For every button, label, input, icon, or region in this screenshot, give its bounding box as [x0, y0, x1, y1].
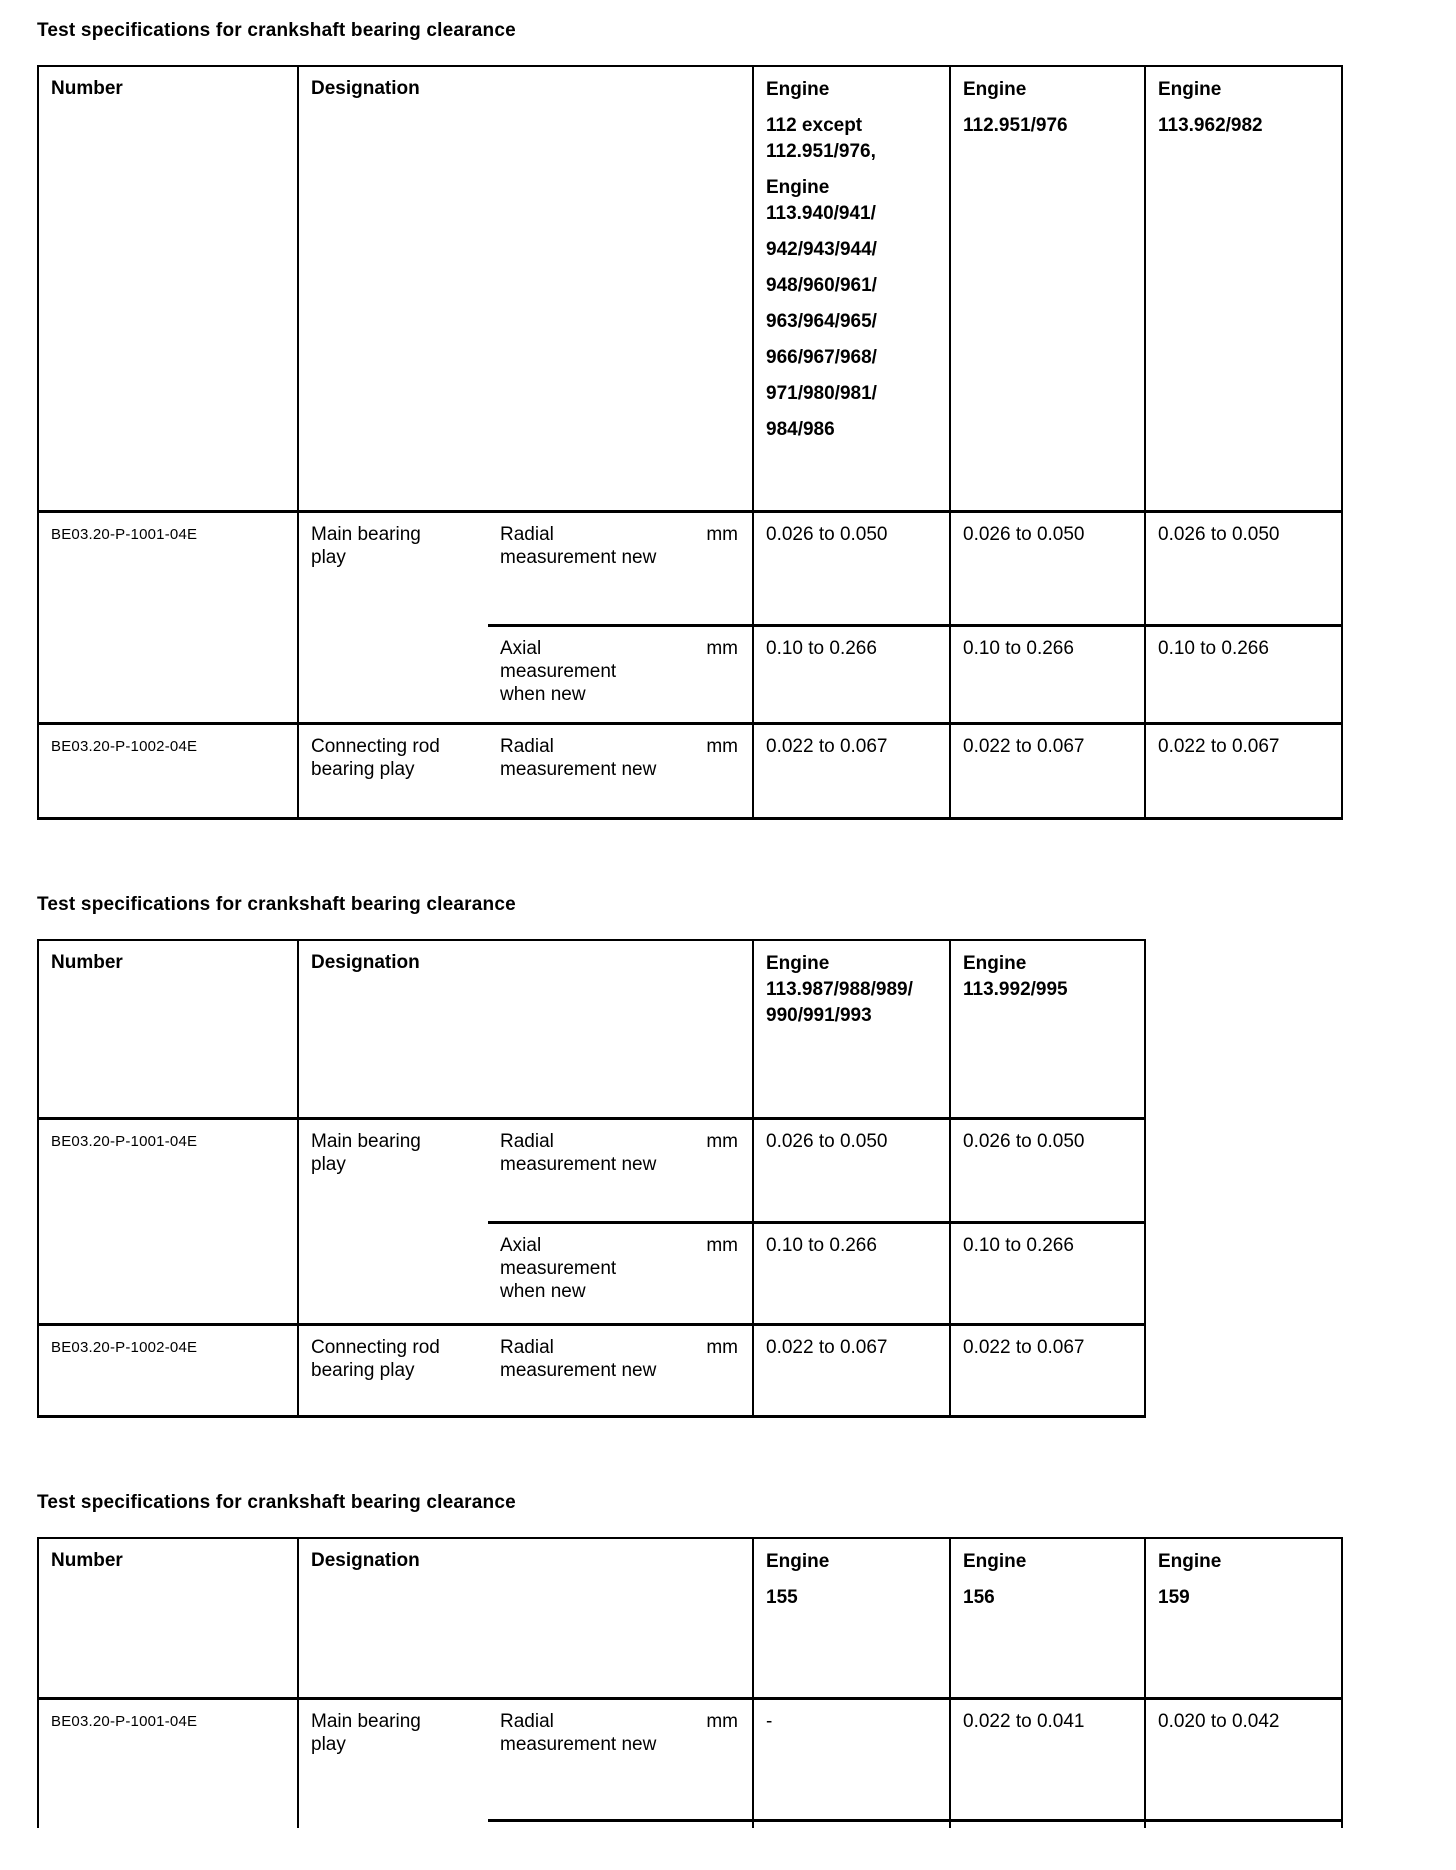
part-number-cell: BE03.20-P-1001-04E — [38, 1119, 298, 1325]
engine-column-header: Engine 112.951/976 — [950, 66, 1145, 511]
engine-column-header: Engine 156 — [950, 1538, 1145, 1698]
value-cell: 0.026 to 0.050 — [950, 1119, 1145, 1223]
measurement-label: Axial measurement when new — [500, 637, 617, 705]
engine-column-header: Engine 159 — [1145, 1538, 1342, 1698]
measurement-cell — [488, 1325, 753, 1417]
part-number-cell: BE03.20-P-1001-04E — [51, 1712, 198, 1730]
designation-name-cell: Main bearing play — [298, 1119, 488, 1325]
engine-column-header: Engine 112 except 112.951/976, Engine 113.940/941/ 942/943/944/ 948/960/961/ 963/964/965/ 966/967/968/ 971/980/981/ 984/986 — [753, 66, 950, 511]
section-title: Test specifications for crankshaft bearing clearance — [37, 893, 516, 915]
spec-table — [37, 939, 1146, 1419]
value-cell: 0.022 to 0.041 — [950, 1698, 1145, 1820]
value-cell: 0.10 to 0.266 — [753, 1223, 950, 1325]
part-number-cell: BE03.20-P-1002-04E — [51, 737, 198, 755]
value-cell: 0.10 to 0.266 — [950, 625, 1145, 723]
value-cell: - — [753, 1698, 950, 1820]
value-cell: 0.10 to 0.266 — [950, 1223, 1145, 1325]
measurement-cell — [488, 1119, 753, 1223]
measurement-label: Axial measurement when new — [500, 1235, 617, 1302]
column-header-designation: Designation — [298, 1538, 753, 1698]
unit-label: mm — [706, 735, 738, 757]
section-3 — [37, 1492, 1456, 1828]
value-cell: 0.022 to 0.067 — [950, 723, 1145, 818]
engine-column-header: Engine 113.992/995 — [950, 940, 1145, 1119]
column-header-number: Number — [38, 66, 298, 511]
measurement-cell — [488, 625, 753, 723]
engine-column-header: Engine 113.987/988/989/ 990/991/993 — [753, 940, 950, 1119]
column-header-number: Number — [38, 1538, 298, 1698]
value-cell: 0.026 to 0.050 — [1145, 511, 1342, 625]
measurement-label: Radial measurement new — [500, 523, 657, 568]
value-cell: 0.022 to 0.067 — [753, 1325, 950, 1417]
section-2 — [37, 894, 1456, 1419]
engine-column-header: Engine 155 — [753, 1538, 950, 1698]
engine-column-header: Engine 113.962/982 — [1145, 66, 1342, 511]
value-cell — [1145, 1820, 1342, 1828]
part-number-cell: BE03.20-P-1002-04E — [51, 1339, 198, 1356]
unit-label: mm — [706, 523, 738, 545]
section-title: Test specifications for crankshaft bearing clearance — [37, 1492, 516, 1513]
designation-name-cell: Main bearing play — [298, 1698, 488, 1828]
value-cell: 0.026 to 0.050 — [753, 511, 950, 625]
unit-label: mm — [706, 1710, 738, 1732]
value-cell: 0.020 to 0.042 — [1145, 1698, 1342, 1820]
measurement-label: Radial measurement new — [500, 1337, 657, 1381]
value-cell: 0.022 to 0.067 — [753, 723, 950, 818]
measurement-label: Radial measurement new — [500, 1710, 657, 1755]
designation-name-cell: Connecting rod bearing play — [298, 1325, 488, 1417]
spec-table — [37, 65, 1343, 820]
value-cell: 0.10 to 0.266 — [1145, 625, 1342, 723]
section-title: Test specifications for crankshaft bearing clearance — [37, 20, 516, 41]
part-number-cell: BE03.20-P-1001-04E — [38, 511, 298, 723]
measurement-label: Radial measurement new — [500, 735, 657, 780]
unit-label: mm — [706, 637, 738, 659]
column-header-number: Number — [38, 940, 298, 1119]
unit-label: mm — [706, 1337, 738, 1358]
spec-table — [37, 1537, 1343, 1828]
section-1 — [37, 20, 1456, 820]
measurement-cell — [488, 1698, 753, 1820]
value-cell — [950, 1820, 1145, 1828]
measurement-label: Radial measurement new — [500, 1131, 657, 1175]
unit-label: mm — [706, 1235, 738, 1256]
value-cell: 0.026 to 0.050 — [753, 1119, 950, 1223]
measurement-cell — [488, 511, 753, 625]
column-header-designation: Designation — [298, 66, 753, 511]
column-header-designation: Designation — [298, 940, 753, 1119]
designation-name-cell: Main bearing play — [298, 511, 488, 723]
measurement-cell — [488, 1820, 753, 1828]
value-cell: 0.022 to 0.067 — [950, 1325, 1145, 1417]
measurement-cell — [488, 1223, 753, 1325]
unit-label: mm — [706, 1131, 738, 1152]
value-cell: 0.10 to 0.266 — [753, 625, 950, 723]
value-cell: 0.022 to 0.067 — [1145, 723, 1342, 818]
measurement-cell — [488, 723, 753, 818]
value-cell — [753, 1820, 950, 1828]
value-cell: 0.026 to 0.050 — [950, 511, 1145, 625]
designation-name-cell: Connecting rod bearing play — [298, 723, 488, 818]
